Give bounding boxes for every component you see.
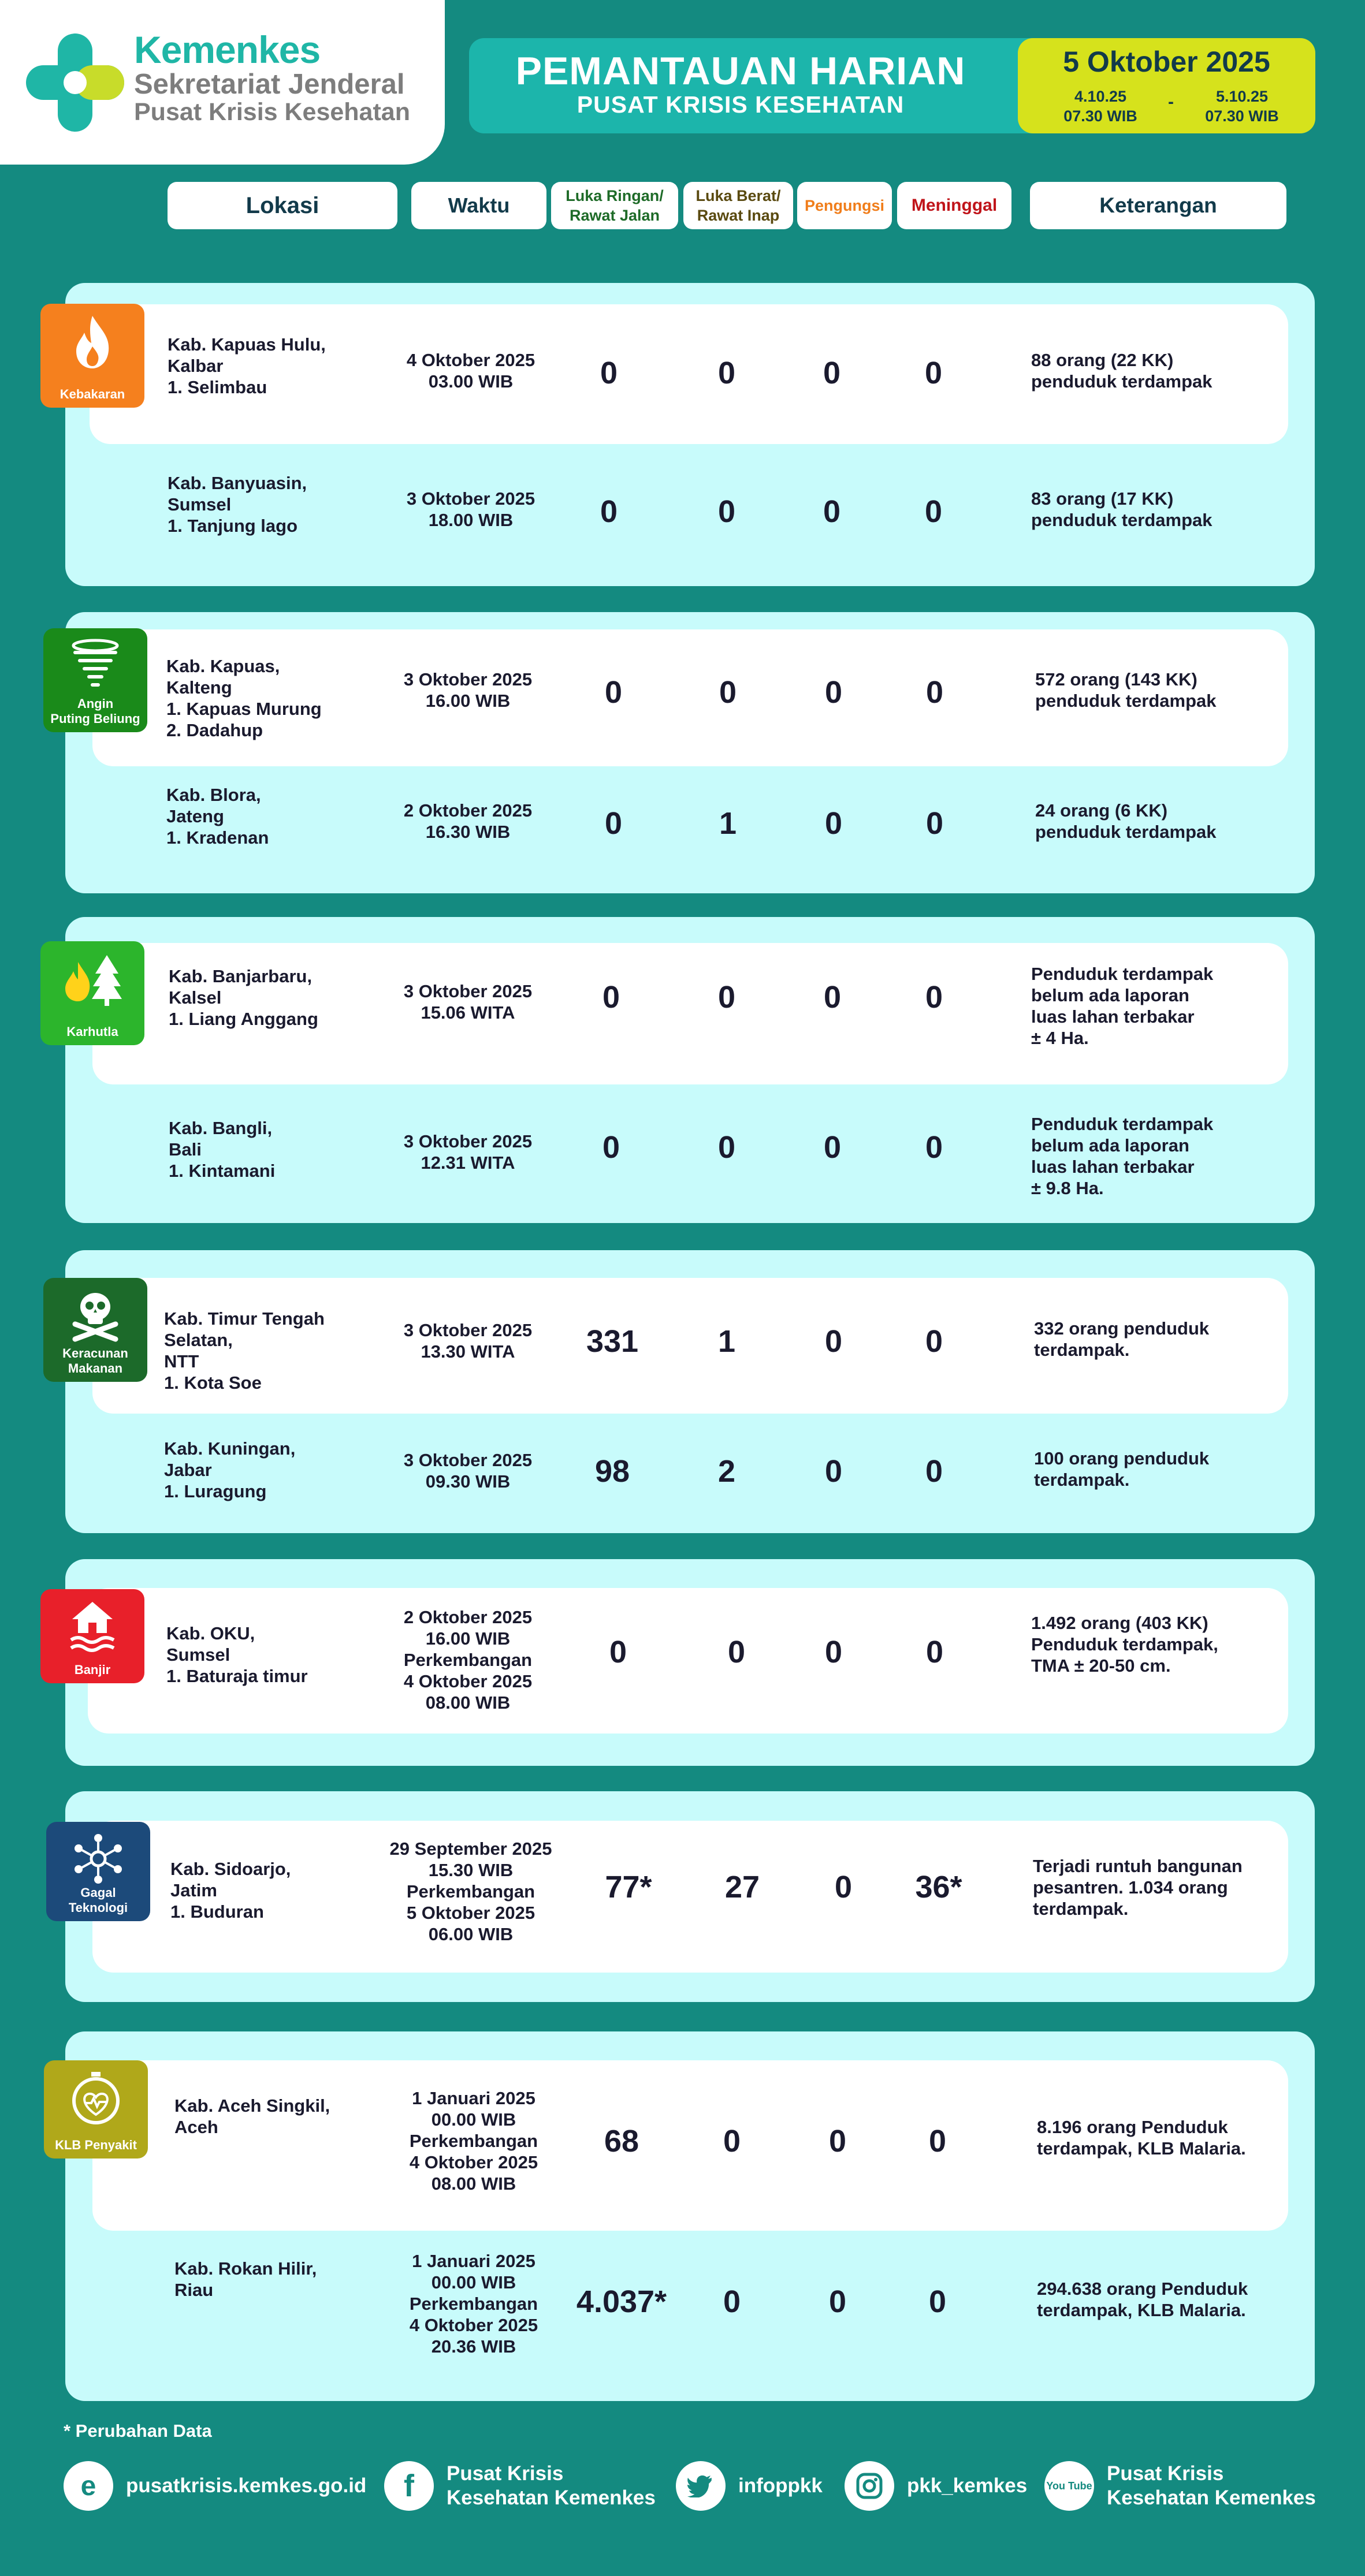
description: 572 orang (143 KK) penduduk terdampak bbox=[1035, 669, 1217, 711]
pengungsi-value: 0 bbox=[834, 1870, 853, 1904]
event-time: 2 Oktober 2025 16.00 WIB Perkembangan 4 Oktober 2025 08.00 WIB bbox=[403, 1607, 533, 1713]
luka-berat-value: 0 bbox=[717, 1130, 736, 1165]
location: Kab. Rokan Hilir, Riau bbox=[174, 2258, 317, 2300]
col-lokasi: Lokasi bbox=[168, 182, 397, 229]
meninggal-value: 0 bbox=[924, 494, 943, 529]
event-time: 4 Oktober 2025 03.00 WIB bbox=[406, 350, 535, 392]
meninggal-value: 0 bbox=[925, 1130, 943, 1165]
luka-ringan-value: 0 bbox=[600, 494, 618, 529]
browser-icon: e bbox=[64, 2461, 113, 2511]
meninggal-value: 0 bbox=[925, 675, 944, 710]
col-luka-berat: Luka Berat/ Rawat Inap bbox=[683, 182, 793, 229]
logo-line-2: Sekretariat Jenderal bbox=[134, 69, 405, 100]
luka-berat-value: 0 bbox=[727, 1635, 746, 1669]
luka-berat-value: 0 bbox=[717, 980, 736, 1015]
category-banjir: Banjir bbox=[40, 1589, 144, 1683]
event-time: 3 Oktober 2025 12.31 WITA bbox=[403, 1131, 533, 1173]
category-karhutla: Karhutla bbox=[40, 941, 144, 1045]
luka-berat-value: 0 bbox=[723, 2284, 741, 2319]
description: 1.492 orang (403 KK) Penduduk terdampak, TMA ± 20-50 cm. bbox=[1031, 1613, 1218, 1676]
forest-fire-icon bbox=[61, 950, 124, 1008]
twitter-icon bbox=[676, 2461, 726, 2511]
description: 100 orang penduduk terdampak. bbox=[1034, 1448, 1210, 1490]
location: Kab. Bangli, Bali 1. Kintamani bbox=[169, 1118, 276, 1181]
pengungsi-value: 0 bbox=[824, 1324, 843, 1359]
luka-ringan-value: 4.037* bbox=[576, 2284, 667, 2319]
luka-ringan-value: 68 bbox=[604, 2124, 639, 2159]
range-from: 4.10.25 07.30 WIB bbox=[1063, 88, 1137, 125]
meninggal-value: 0 bbox=[924, 356, 943, 390]
location: Kab. Timur Tengah Selatan, NTT 1. Kota Soe bbox=[164, 1308, 325, 1393]
tornado-icon bbox=[69, 638, 121, 695]
page-subtitle: PUSAT KRISIS KESEHATAN bbox=[577, 91, 905, 118]
description: 332 orang penduduk terdampak. bbox=[1034, 1318, 1210, 1360]
col-keterangan: Keterangan bbox=[1030, 182, 1286, 229]
col-waktu: Waktu bbox=[411, 182, 546, 229]
luka-berat-value: 1 bbox=[717, 1324, 736, 1359]
facebook-icon: f bbox=[384, 2461, 434, 2511]
location: Kab. OKU, Sumsel 1. Baturaja timur bbox=[166, 1623, 308, 1686]
twitter-bird-icon bbox=[687, 2474, 714, 2497]
footer-website[interactable]: e pusatkrisis.kemkes.go.id bbox=[64, 2461, 366, 2511]
footnote: * Perubahan Data bbox=[64, 2421, 212, 2441]
footer-instagram[interactable]: pkk_kemkes bbox=[845, 2461, 1027, 2511]
luka-berat-value: 0 bbox=[723, 2124, 741, 2159]
description: 88 orang (22 KK) penduduk terdampak bbox=[1031, 350, 1212, 392]
meninggal-value: 36* bbox=[915, 1870, 962, 1904]
luka-ringan-value: 0 bbox=[609, 1635, 627, 1669]
location: Kab. Banyuasin, Sumsel 1. Tanjung lago bbox=[168, 473, 307, 536]
event-time: 29 September 2025 15.30 WIB Perkembangan 5 Oktober 2025 06.00 WIB bbox=[389, 1839, 552, 1944]
report-date: 5 Oktober 2025 bbox=[1063, 46, 1270, 78]
meninggal-value: 0 bbox=[925, 1454, 943, 1489]
event-time: 1 Januari 2025 00.00 WIB Perkembangan 4 Oktober 2025 20.36 WIB bbox=[409, 2251, 538, 2357]
flood-house-icon bbox=[66, 1598, 118, 1654]
pengungsi-value: 0 bbox=[824, 1454, 843, 1489]
luka-ringan-value: 331 bbox=[586, 1324, 639, 1359]
range-to: 5.10.25 07.30 WIB bbox=[1205, 88, 1279, 125]
pengungsi-value: 0 bbox=[828, 2124, 847, 2159]
event-time: 3 Oktober 2025 09.30 WIB bbox=[403, 1450, 533, 1492]
col-meninggal: Meninggal bbox=[897, 182, 1011, 229]
skull-icon bbox=[69, 1287, 121, 1343]
location: Kab. Blora, Jateng 1. Kradenan bbox=[166, 785, 269, 848]
range-separator: - bbox=[1168, 92, 1174, 111]
page-title: PEMANTAUAN HARIAN bbox=[515, 49, 966, 93]
col-luka-ringan: Luka Ringan/ Rawat Jalan bbox=[551, 182, 678, 229]
meninggal-value: 0 bbox=[925, 1324, 943, 1359]
meninggal-value: 0 bbox=[925, 806, 944, 841]
luka-berat-value: 0 bbox=[717, 356, 736, 390]
logo-panel bbox=[0, 0, 445, 165]
meninggal-value: 0 bbox=[928, 2284, 947, 2319]
pengungsi-value: 0 bbox=[828, 2284, 847, 2319]
location: Kab. Aceh Singkil, Aceh bbox=[174, 2096, 330, 2137]
category-gagal-teknologi: Gagal Teknologi bbox=[46, 1822, 150, 1921]
location: Kab. Kapuas Hulu, Kalbar 1. Selimbau bbox=[168, 334, 326, 397]
luka-ringan-value: 98 bbox=[594, 1454, 630, 1489]
description: 294.638 orang Penduduk terdampak, KLB Malaria. bbox=[1037, 2279, 1248, 2320]
youtube-icon: You Tube bbox=[1044, 2461, 1094, 2511]
meninggal-value: 0 bbox=[925, 1635, 944, 1669]
pengungsi-value: 0 bbox=[824, 675, 843, 710]
luka-ringan-value: 77* bbox=[605, 1870, 652, 1904]
description: 83 orang (17 KK) penduduk terdampak bbox=[1031, 489, 1212, 530]
luka-berat-value: 2 bbox=[717, 1454, 736, 1489]
description: Terjadi runtuh bangunan pesantren. 1.034 orang terdampak. bbox=[1033, 1856, 1243, 1919]
category-klb-penyakit: KLB Penyakit bbox=[44, 2060, 148, 2159]
description: Penduduk terdampak belum ada laporan luas lahan terbakar ± 9.8 Ha. bbox=[1031, 1114, 1214, 1198]
luka-ringan-value: 0 bbox=[604, 675, 623, 710]
location: Kab. Sidoarjo, Jatim 1. Buduran bbox=[170, 1859, 291, 1922]
instagram-icon bbox=[845, 2461, 894, 2511]
logo-line-3: Pusat Krisis Kesehatan bbox=[134, 98, 410, 126]
kemenkes-logo-icon bbox=[26, 33, 124, 132]
description: Penduduk terdampak belum ada laporan luas lahan terbakar ± 4 Ha. bbox=[1031, 964, 1214, 1048]
event-time: 3 Oktober 2025 13.30 WITA bbox=[403, 1320, 533, 1362]
location: Kab. Kuningan, Jabar 1. Luragung bbox=[164, 1438, 296, 1501]
event-time: 3 Oktober 2025 18.00 WIB bbox=[406, 489, 535, 530]
luka-ringan-value: 0 bbox=[600, 356, 618, 390]
luka-ringan-value: 0 bbox=[602, 1130, 620, 1165]
footer-twitter[interactable]: infoppkk bbox=[676, 2461, 823, 2511]
luka-ringan-value: 0 bbox=[602, 980, 620, 1015]
category-kebakaran: Kebakaran bbox=[40, 304, 144, 408]
luka-berat-value: 0 bbox=[717, 494, 736, 529]
category-keracunan-makanan: Keracunan Makanan bbox=[43, 1278, 147, 1382]
pengungsi-value: 0 bbox=[824, 806, 843, 841]
location: Kab. Banjarbaru, Kalsel 1. Liang Anggang bbox=[169, 966, 318, 1029]
event-time: 2 Oktober 2025 16.30 WIB bbox=[403, 800, 533, 842]
pengungsi-value: 0 bbox=[823, 356, 841, 390]
heart-timer-icon bbox=[68, 2070, 124, 2127]
col-pengungsi: Pengungsi bbox=[797, 182, 892, 229]
pengungsi-value: 0 bbox=[824, 1635, 843, 1669]
meninggal-value: 0 bbox=[928, 2124, 947, 2159]
event-time: 3 Oktober 2025 16.00 WIB bbox=[403, 669, 533, 711]
event-time: 1 Januari 2025 00.00 WIB Perkembangan 4 Oktober 2025 08.00 WIB bbox=[409, 2088, 538, 2194]
footer-facebook[interactable]: f Pusat Krisis Kesehatan Kemenkes bbox=[384, 2461, 656, 2511]
meninggal-value: 0 bbox=[925, 980, 943, 1015]
luka-berat-value: 27 bbox=[724, 1870, 760, 1904]
luka-berat-value: 0 bbox=[719, 675, 737, 710]
molecule-icon bbox=[70, 1831, 126, 1887]
pengungsi-value: 0 bbox=[823, 1130, 842, 1165]
fire-icon bbox=[69, 313, 116, 371]
luka-ringan-value: 0 bbox=[604, 806, 623, 841]
pengungsi-value: 0 bbox=[823, 494, 841, 529]
logo-brand: Kemenkes bbox=[134, 28, 321, 71]
luka-berat-value: 1 bbox=[719, 806, 737, 841]
description: 8.196 orang Penduduk terdampak, KLB Malaria. bbox=[1037, 2117, 1246, 2159]
description: 24 orang (6 KK) penduduk terdampak bbox=[1035, 800, 1217, 842]
pengungsi-value: 0 bbox=[823, 980, 842, 1015]
category-angin-puting-beliung: Angin Puting Beliung bbox=[43, 628, 147, 732]
footer-youtube[interactable]: You Tube Pusat Krisis Kesehatan Kemenkes bbox=[1044, 2461, 1316, 2511]
location: Kab. Kapuas, Kalteng 1. Kapuas Murung 2. Dadahup bbox=[166, 656, 322, 740]
event-time: 3 Oktober 2025 15.06 WITA bbox=[403, 981, 533, 1023]
